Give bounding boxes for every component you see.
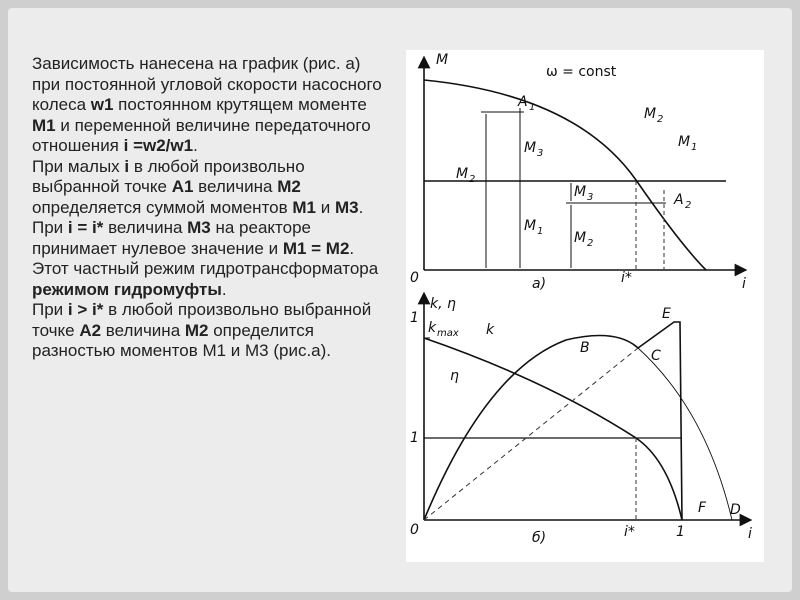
kmax-label: k xyxy=(428,320,437,336)
text-run: А1 xyxy=(171,177,194,196)
m3-right-label: M xyxy=(574,184,587,200)
one-level-label: 1 xyxy=(410,430,419,446)
text-run: величина xyxy=(193,177,278,196)
text-run: . При xyxy=(32,197,364,237)
a1-label: A xyxy=(518,94,528,110)
m2-right-sub: 2 xyxy=(587,238,594,249)
a2-sub: 2 xyxy=(685,200,692,211)
text-run: М2 xyxy=(277,177,301,196)
bottom-axis-y-label: k, η xyxy=(430,296,456,312)
point-f-label: F xyxy=(698,500,707,516)
point-d-label: D xyxy=(730,502,741,518)
text-run: постоянном крутящем моменте xyxy=(113,95,367,114)
text-run: в любой произвольно выбранной точке xyxy=(32,156,305,196)
text-run: i xyxy=(124,156,130,176)
diagram-svg xyxy=(406,50,764,562)
point-c-label: C xyxy=(651,348,661,364)
bottom-origin-label: 0 xyxy=(410,522,419,538)
one-x-label: 1 xyxy=(676,524,685,540)
text-run: w1 xyxy=(90,95,114,114)
paragraph-2 xyxy=(32,157,382,301)
thin-falling-curve xyxy=(638,348,732,520)
m2-curve-label: M xyxy=(644,106,657,122)
text-run: определится разностью моментов М1 и М3 (рис.а). xyxy=(32,320,332,360)
m1-curve-sub: 1 xyxy=(691,142,698,153)
m1-left-label: M xyxy=(524,218,537,234)
text-run: М1 xyxy=(292,197,317,217)
point-b-label: B xyxy=(580,340,590,356)
text-run: и переменной величине передаточного отношения xyxy=(32,115,371,155)
bottom-panel xyxy=(410,296,752,546)
text-run: определяется суммой моментов xyxy=(32,197,293,217)
text-run: величина xyxy=(101,320,185,340)
top-origin-label: 0 xyxy=(410,270,419,286)
text-run: . xyxy=(221,279,227,299)
description-text xyxy=(32,54,382,362)
m3-left-sub: 3 xyxy=(537,148,544,159)
point-e-label: E xyxy=(662,306,671,322)
text-run: режимом гидромуфты xyxy=(32,279,222,299)
m1-left-sub: 1 xyxy=(537,226,544,237)
m2-dim-label: M xyxy=(456,166,469,182)
text-run: М3 xyxy=(187,218,211,237)
top-axis-y-label: M xyxy=(436,52,449,68)
top-panel xyxy=(410,52,746,292)
eta-label: η xyxy=(450,368,459,384)
m2-curve-sub: 2 xyxy=(657,114,664,125)
text-run: i = i* xyxy=(67,218,104,237)
text-run: . xyxy=(193,136,198,155)
paragraph-3 xyxy=(32,300,382,362)
top-istar-label: i* xyxy=(621,270,632,286)
text-run: М1 xyxy=(32,115,56,135)
text-run: М2 xyxy=(184,320,209,340)
bottom-axis-x-label: i xyxy=(748,526,752,542)
text-run: М1 = М2 xyxy=(282,238,350,258)
k-curve xyxy=(424,338,682,520)
m2-dim-sub: 2 xyxy=(469,174,476,185)
text-run: i > i* xyxy=(67,300,104,319)
text-run: на реакторе принимает нулевое значение и xyxy=(32,218,312,258)
bottom-istar-label: i* xyxy=(624,524,635,540)
text-run: М3 xyxy=(334,197,359,217)
paragraph-1 xyxy=(32,54,382,157)
panel-a-label: а) xyxy=(532,276,547,292)
k-curve-label: k xyxy=(486,322,495,338)
a1-sub: 1 xyxy=(529,102,536,113)
text-run: При xyxy=(32,300,68,319)
m3-right-sub: 3 xyxy=(587,192,594,203)
m2-right-label: M xyxy=(574,230,587,246)
text-run: i =w2/w1 xyxy=(123,136,194,155)
text-run: в любой произвольно выбранной точке xyxy=(32,300,372,340)
text-run: величина xyxy=(103,218,188,237)
diagram-figure xyxy=(406,50,764,562)
a2-label: A xyxy=(674,192,684,208)
text-run: При малых xyxy=(32,156,125,176)
m1-curve-label: M xyxy=(678,134,691,150)
omega-const-label: ω = const xyxy=(546,64,617,80)
top-axis-x-label: i xyxy=(742,276,746,292)
panel-b-label: б) xyxy=(532,530,547,546)
text-run: . Этот частный режим гидротрансформатора xyxy=(32,238,379,278)
text-run: Зависимость нанесена на график (рис. а) при постоянной угловой скорости насосного колеса xyxy=(32,54,382,114)
one-top-label: 1 xyxy=(410,310,419,326)
kmax-sub: max xyxy=(437,328,459,339)
text-run: А2 xyxy=(79,320,102,340)
text-run: и xyxy=(316,197,335,217)
m3-left-label: M xyxy=(524,140,537,156)
